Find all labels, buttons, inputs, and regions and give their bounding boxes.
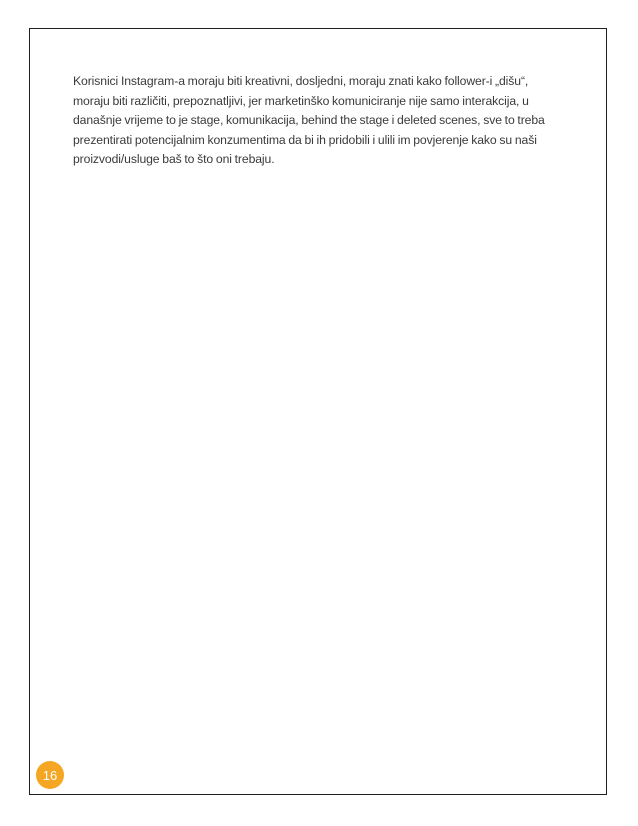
page-number-badge [36, 761, 64, 789]
paragraph-line: današnje vrijeme to je stage, komunikacija, behind the stage i deleted scenes, sve to treba [73, 113, 545, 127]
paragraph-line: proizvodi/usluge baš to što oni trebaju. [73, 152, 275, 166]
paragraph-line: Korisnici Instagram-a moraju biti kreativni, dosljedni, moraju znati kako follower-i „dišu“, [73, 74, 529, 88]
page-number: 16 [42, 767, 58, 783]
paragraph-line: prezentirati potencijalnim konzumentima da bi ih pridobili i ulili im povjerenje kako su naši [73, 132, 537, 147]
body-paragraph [73, 72, 563, 170]
paragraph-line: moraju biti različiti, prepoznatljivi, jer marketinško komuniciranje nije samo interakcija, u [73, 93, 529, 108]
